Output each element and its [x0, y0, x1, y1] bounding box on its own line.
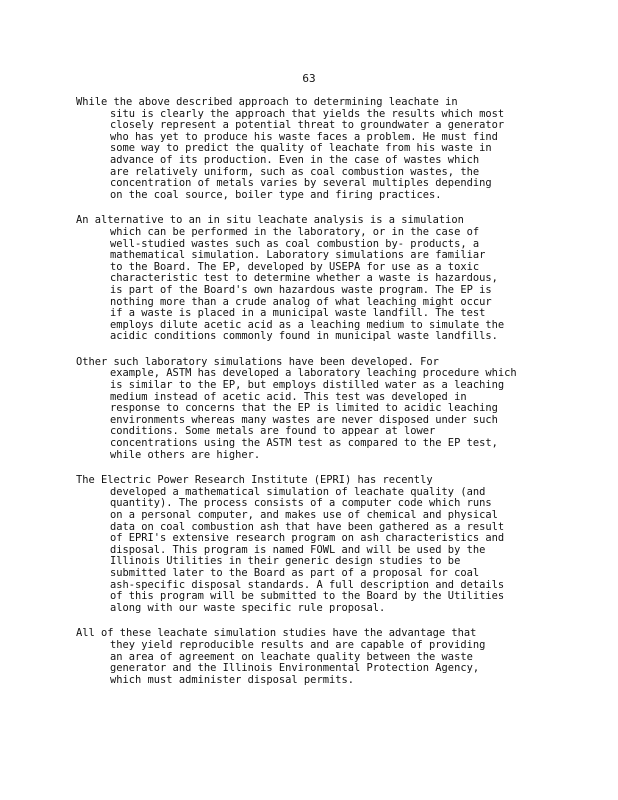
- text-line: who has yet to produce his waste faces a problem. He must find: [110, 130, 498, 143]
- text-line: on the coal source, boiler type and firing practices.: [110, 188, 442, 201]
- text-line: response to concerns that the EP is limited to acidic leaching: [110, 402, 498, 415]
- text-line: submitted later to the Board as part of a proposal for coal: [110, 566, 480, 579]
- text-line: developed a mathematical simulation of leachate quality (and: [110, 485, 486, 498]
- text-line: nothing more than a crude analog of what leaching might occur: [110, 295, 492, 308]
- text-line: medium instead of acetic acid. This test was developed in: [110, 390, 467, 403]
- text-line: Illinois Utilities in their generic design studies to be: [110, 555, 461, 568]
- text-line: to the Board. The EP, developed by USEPA for use as a toxic: [110, 260, 480, 273]
- text-line: well-studied wastes such as coal combustion by- products, a: [110, 237, 480, 250]
- text-line: are relatively uniform, such as coal combustion wastes, the: [110, 165, 480, 178]
- text-line: which can be performed in the laboratory, or in the case of: [110, 225, 480, 238]
- text-line: concentration of metals varies by several multiples depending: [110, 177, 492, 190]
- text-line: acidic conditions commonly found in municipal waste landfills.: [110, 330, 498, 343]
- text-line: if a waste is placed in a municipal waste landfill. The test: [110, 307, 486, 320]
- text-line: while others are higher.: [110, 448, 261, 461]
- text-line: All of these leachate simulation studies have the advantage that: [76, 627, 477, 640]
- text-line: is similar to the EP, but employs distilled water as a leaching: [110, 379, 505, 392]
- text-line: they yield reproducible results and are capable of providing: [110, 638, 486, 651]
- text-line: mathematical simulation. Laboratory simulations are familiar: [110, 249, 486, 262]
- text-line: conditions. Some metals are found to appear at lower: [110, 425, 436, 438]
- text-line: Other such laboratory simulations have been developed. For: [76, 355, 439, 368]
- text-line: advance of its production. Even in the case of wastes which: [110, 153, 480, 166]
- text-line: generator and the Illinois Environmental Protection Agency,: [110, 662, 480, 675]
- text-line: on a personal computer, and makes use of chemical and physical: [110, 509, 498, 521]
- paragraph: [76, 215, 546, 343]
- text-line: example, ASTM has developed a laboratory leaching procedure which: [110, 367, 517, 380]
- body-text: [76, 97, 546, 700]
- text-line: some way to predict the quality of leachate from his waste in: [110, 142, 492, 155]
- text-line: The Electric Power Research Institute (EPRI) has recently: [76, 474, 433, 487]
- text-line: An alternative to an in situ leachate analysis is a simulation: [76, 214, 464, 227]
- text-line: concentrations using the ASTM test as compared to the EP test,: [110, 437, 498, 450]
- page-number: 63: [302, 72, 316, 85]
- text-line: employs dilute acetic acid as a leaching medium to simulate the: [110, 318, 505, 331]
- text-line: situ is clearly the approach that yields the results which most: [110, 107, 505, 120]
- text-line: an area of agreement on leachate quality between the waste: [110, 650, 473, 663]
- text-line: of EPRI's extensive research program on ash characteristics and: [110, 532, 505, 545]
- text-line: is part of the Board's own hazardous waste program. The EP is: [110, 283, 492, 296]
- text-line: closely represent a potential threat to groundwater a generator: [110, 119, 505, 132]
- text-line: of this program will be submitted to the Board by the Utilities: [110, 590, 505, 603]
- text-line: While the above described approach to determining leachate in: [76, 96, 458, 108]
- text-line: environments whereas many wastes are never disposed under such: [110, 413, 498, 426]
- paragraph: [76, 97, 546, 201]
- paragraph: [76, 628, 546, 686]
- paragraph: [76, 357, 546, 461]
- paragraph: [76, 475, 546, 614]
- text-line: data on coal combustion ash that have been gathered as a result: [110, 520, 505, 533]
- text-line: disposal. This program is named FOWL and will be used by the: [110, 543, 486, 556]
- text-line: which must administer disposal permits.: [110, 673, 354, 686]
- text-line: quantity). The process consists of a computer code which runs: [110, 497, 492, 510]
- text-line: along with our waste specific rule proposal.: [110, 601, 386, 614]
- text-line: ash-specific disposal standards. A full description and details: [110, 578, 505, 591]
- text-line: characteristic test to determine whether a waste is hazardous,: [110, 272, 498, 285]
